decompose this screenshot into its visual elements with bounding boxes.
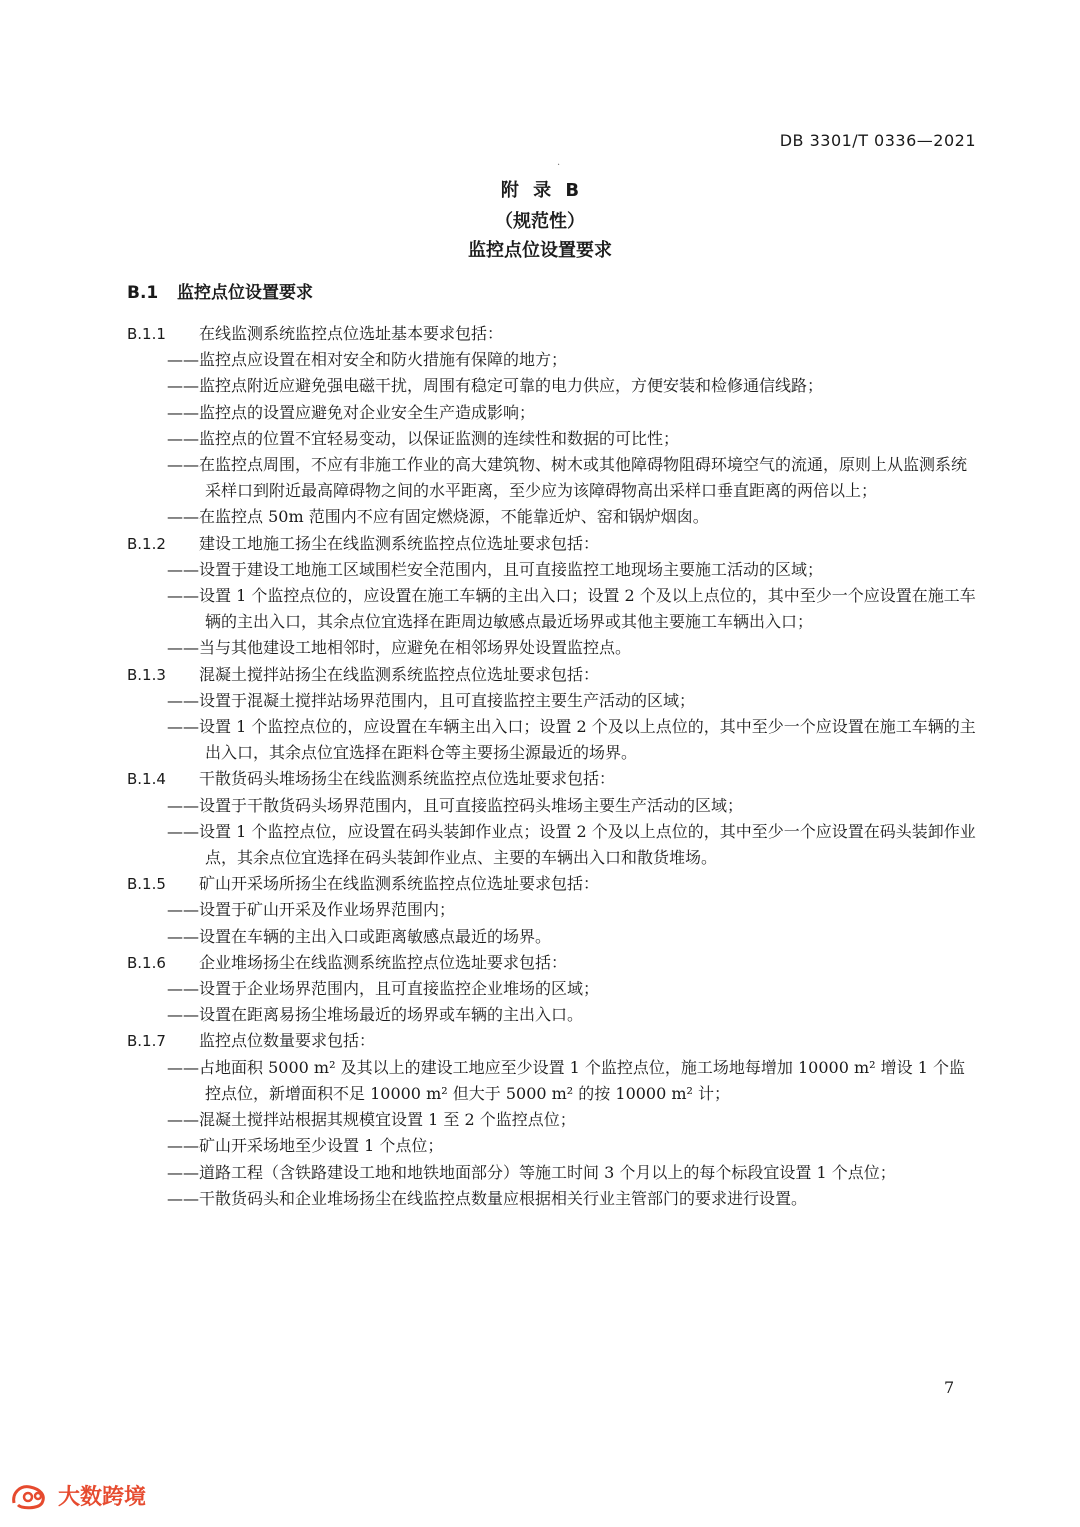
- clause-title: 监控点位数量要求包括：: [199, 1031, 376, 1051]
- list-item: ——在监控点 50m 范围内不应有固定燃烧源，不能靠近炉、窑和锅炉烟囱。: [167, 507, 709, 527]
- section-heading: [127, 278, 313, 303]
- clause-number: B.1.5: [127, 875, 166, 894]
- clause-B-1-5: [127, 871, 977, 950]
- list-item: ——设置于建设工地施工区域围栏安全范围内，且可直接监控工地现场主要施工活动的区域；: [167, 559, 824, 579]
- clause-B-1-2: [127, 531, 977, 662]
- clause-B-1-1: [127, 321, 977, 531]
- list-item: ——设置在车辆的主出入口或距离敏感点最近的场界。: [167, 926, 552, 946]
- clause-B-1-6: [127, 950, 977, 1029]
- annex-name: 监控点位设置要求: [468, 240, 612, 261]
- clause-B-1-4: [127, 766, 977, 871]
- clause-number: B.1.4: [127, 770, 166, 789]
- list-item: ——设置 1 个监控点位的，应设置在施工车辆的主出入口；设置 2 个及以上点位的，其中至少一个应设置在施工车辆的主出入口，其余点位宜选择在距周边敏感点最近场界或其他主要施工车辆出入口；: [167, 586, 976, 632]
- list-item: ——设置于矿山开采及作业场界范围内；: [167, 900, 456, 920]
- list-item: ——监控点的设置应避免对企业安全生产造成影响；: [167, 402, 536, 422]
- clause-heading: [127, 662, 977, 688]
- clause-number: B.1.6: [127, 953, 166, 972]
- list-item: ——监控点附近应避免强电磁干扰，周围有稳定可靠的电力供应，方便安装和检修通信线路；: [167, 376, 824, 396]
- standard-code: DB 3301/T 0336—2021: [779, 131, 976, 150]
- list-item: ——设置 1 个监控点位的，应设置在车辆主出入口；设置 2 个及以上点位的，其中至少一个应设置在施工车辆的主出入口，其余点位宜选择在距料仓等主要扬尘源最近的场界。: [167, 717, 976, 763]
- clause-heading: [127, 950, 977, 976]
- annex-title: 附 录 B: [500, 180, 580, 201]
- annex-type: （规范性）: [495, 211, 585, 232]
- watermark-text: 大数跨境: [58, 1485, 147, 1510]
- list-item: ——设置于混凝土搅拌站场界范围内，且可直接监控主要生产活动的区域；: [167, 690, 696, 710]
- clause-heading: [127, 531, 977, 557]
- list-item: ——混凝土搅拌站根据其规模宜设置 1 至 2 个监控点位；: [167, 1110, 576, 1130]
- list-item: ——设置在距离易扬尘堆场最近的场界或车辆的主出入口。: [167, 1005, 584, 1025]
- clause-heading: [127, 321, 977, 347]
- section-number: B.1: [127, 283, 159, 303]
- clause-number: B.1.3: [127, 665, 166, 684]
- clause-title: 混凝土搅拌站扬尘在线监测系统监控点位选址要求包括：: [199, 664, 600, 684]
- list-item: ——设置 1 个监控点位，应设置在码头装卸作业点；设置 2 个及以上点位的，其中至少一个应设置在码头装卸作业点，其余点位宜选择在码头装卸作业点、主要的车辆出入口和散货堆场。: [167, 821, 976, 868]
- clause-B-1-7: [127, 1028, 977, 1211]
- clause-title: 在线监测系统监控点位选址基本要求包括：: [199, 324, 504, 343]
- list-item: ——监控点应设置在相对安全和防火措施有保障的地方；: [167, 350, 568, 370]
- list-item: ——监控点的位置不宜轻易变动，以保证监测的连续性和数据的可比性；: [167, 428, 680, 448]
- clause-heading: [127, 766, 977, 792]
- clause-list: [127, 321, 977, 1212]
- section-title: 监控点位设置要求: [177, 283, 313, 303]
- brand-logo-icon: [10, 1481, 52, 1511]
- clause-heading: [127, 1028, 977, 1054]
- clause-title: 矿山开采场所扬尘在线监测系统监控点位选址要求包括：: [199, 874, 600, 894]
- clause-title: 干散货码头堆场扬尘在线监测系统监控点位选址要求包括：: [199, 769, 616, 789]
- scan-dot: ·: [557, 160, 561, 171]
- page-number: 7: [944, 1378, 955, 1397]
- clause-number: B.1.1: [127, 325, 166, 343]
- list-item: ——干散货码头和企业堆场扬尘在线监控点数量应根据相关行业主管部门的要求进行设置。: [167, 1188, 808, 1208]
- clause-number: B.1.7: [127, 1032, 166, 1051]
- list-item: ——在监控点周围，不应有非施工作业的高大建筑物、树木或其他障碍物阻碍环境空气的流通，原则上从监测系统采样口到附近最高障碍物之间的水平距离，至少应为该障碍物高出采样口垂直距离的两倍以上；: [167, 455, 968, 501]
- list-item: ——设置于企业场界范围内，且可直接监控企业堆场的区域；: [167, 979, 600, 999]
- clause-B-1-3: [127, 662, 977, 767]
- list-item: ——设置于干散货码头场界范围内，且可直接监控码头堆场主要生产活动的区域；: [167, 795, 744, 815]
- list-item: ——占地面积 5000 m² 及其以上的建设工地应至少设置 1 个监控点位，施工场地每增加 10000 m² 增设 1 个监控点位，新增面积不足 10000 m² 但大于 5000 m² 的按 10000 m² 计；: [167, 1057, 966, 1103]
- clause-title: 建设工地施工扬尘在线监测系统监控点位选址要求包括：: [199, 533, 600, 553]
- list-item: ——矿山开采场地至少设置 1 个点位；: [167, 1136, 444, 1156]
- watermark: [10, 1480, 146, 1511]
- clause-title: 企业堆场扬尘在线监测系统监控点位选址要求包括：: [199, 952, 568, 972]
- list-item: ——道路工程（含铁路建设工地和地铁地面部分）等施工时间 3 个月以上的每个标段宜设置 1 个点位；: [167, 1162, 896, 1182]
- clause-heading: [127, 871, 977, 897]
- list-item: ——当与其他建设工地相邻时，应避免在相邻场界处设置监控点。: [167, 638, 632, 658]
- clause-number: B.1.2: [127, 534, 166, 553]
